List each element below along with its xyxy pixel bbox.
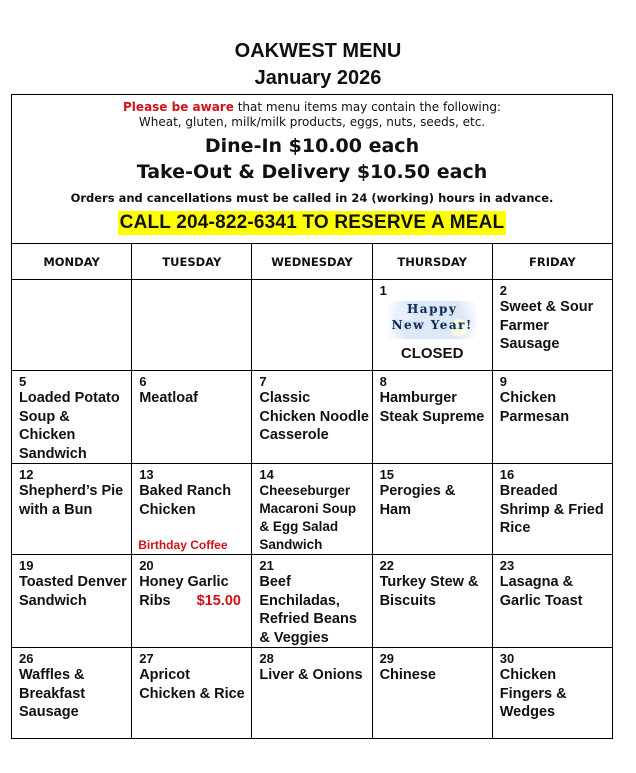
day-cell [492,464,612,555]
meal-name: Loaded Potato Soup & Chicken Sandwich [19,390,120,462]
dine-in-price: Dine-In $10.00 each [204,135,420,157]
closed-label: CLOSED [400,345,464,362]
day-number: 7 [259,374,267,389]
weekday-header-row [12,244,613,280]
week-row [12,280,613,371]
day-number: 28 [259,651,274,666]
meal-name: Chicken Parmesan [499,390,570,425]
meal-name: Honey Garlic [139,574,229,590]
meal-name: Chicken Fingers & Wedges [499,667,567,720]
week-row [12,464,613,555]
meal-name: Hamburger Steak Supreme [379,390,485,425]
day-cell [252,648,372,739]
day-cell [132,648,252,739]
day-header-tuesday: TUESDAY [132,244,252,280]
day-cell [252,371,372,464]
meal-name: Shepherd’s Pie with a Bun [19,483,124,518]
meal-name: Apricot Chicken & Rice [139,667,245,702]
day-cell [12,648,132,739]
day-cell [12,464,132,555]
menu-title: OAKWEST MENU [234,40,402,62]
day-cell [132,371,252,464]
day-cell [372,555,492,648]
day-number: 5 [19,374,27,389]
meal-name: Perogies & Ham [379,483,456,518]
day-number: 23 [499,558,515,573]
meal-name: Liver & Onions [259,667,363,683]
day-number: 20 [139,558,154,573]
week-row [12,648,613,739]
week-row [12,371,613,464]
ordering-policy: Orders and cancellations must be called in 24 (working) hours in advance. [70,191,554,205]
day-header-friday: FRIDAY [492,244,612,280]
day-cell [372,280,492,371]
day-number: 29 [379,651,395,666]
week-row [12,555,613,648]
day-cell [132,555,252,648]
day-number: 27 [139,651,154,666]
day-cell [252,555,372,648]
banner-line: New Year! [391,318,473,332]
day-number: 21 [259,558,274,573]
day-number: 6 [139,374,147,389]
meal-name: Beef Enchiladas, Refried Beans & Veggies [259,574,357,646]
day-number: 14 [259,467,274,482]
day-number: 15 [379,467,395,482]
meal-name: Meatloaf [139,390,199,406]
info-box [11,94,613,244]
meal-name: Toasted Denver Sandwich [19,574,127,609]
day-header-wednesday: WEDNESDAY [252,244,372,280]
empty-day-cell [252,280,372,371]
menu-calendar [11,243,613,739]
meal-name: Breaded Shrimp & Fried Rice [499,483,604,536]
day-number: 1 [379,283,387,298]
day-number: 16 [499,467,515,482]
day-number: 8 [379,374,387,389]
happy-new-year-banner [387,301,477,339]
day-cell [492,648,612,739]
meal-name-with-price [139,592,249,611]
allergy-warning-text: that menu items may contain the following: [237,100,501,114]
day-header-monday: MONDAY [12,244,132,280]
takeout-price: Take-Out & Delivery $10.50 each [136,161,488,183]
day-cell [492,555,612,648]
empty-day-cell [12,280,132,371]
day-number: 22 [379,558,395,573]
allergy-notice [12,100,612,115]
birthday-coffee-note: Birthday Coffee [138,538,228,552]
day-cell [372,371,492,464]
meal-name: Chinese [379,667,436,683]
day-number: 26 [19,651,34,666]
day-cell [252,464,372,555]
allergen-list: Wheat, gluten, milk/milk products, eggs, nuts, seeds, etc. [138,115,486,129]
meal-name: Lasagna & Garlic Toast [499,574,583,609]
day-number: 12 [19,467,34,482]
meal-name: Waffles & Breakfast Sausage [19,667,86,720]
day-cell [12,555,132,648]
day-cell [12,371,132,464]
day-cell [492,280,612,371]
meal-name: Cheeseburger Macaroni Soup & Egg Salad Sandwich [259,483,357,552]
day-number: 9 [499,374,507,389]
special-price: $15.00 [196,592,241,609]
day-number: 19 [19,558,34,573]
meal-name: Sweet & Sour Farmer Sausage [499,299,594,352]
day-cell [372,464,492,555]
meal-name-line: Ribs [139,592,171,609]
day-cell [372,648,492,739]
allergy-warning-label: Please be aware [123,100,234,114]
reservation-phone: CALL 204-822-6341 TO RESERVE A MEAL [119,212,505,233]
meal-name: Classic Chicken Noodle Casserole [259,390,369,443]
day-number: 13 [139,467,154,482]
empty-day-cell [132,280,252,371]
meal-name: Turkey Stew & Biscuits [379,574,479,609]
banner-line: Happy [406,302,458,316]
day-cell [492,371,612,464]
menu-month: January 2026 [254,67,382,89]
day-number: 30 [499,651,515,666]
meal-name: Baked Ranch Chicken [139,483,232,518]
day-header-thursday: THURSDAY [372,244,492,280]
day-number: 2 [499,283,507,298]
day-cell [132,464,252,555]
